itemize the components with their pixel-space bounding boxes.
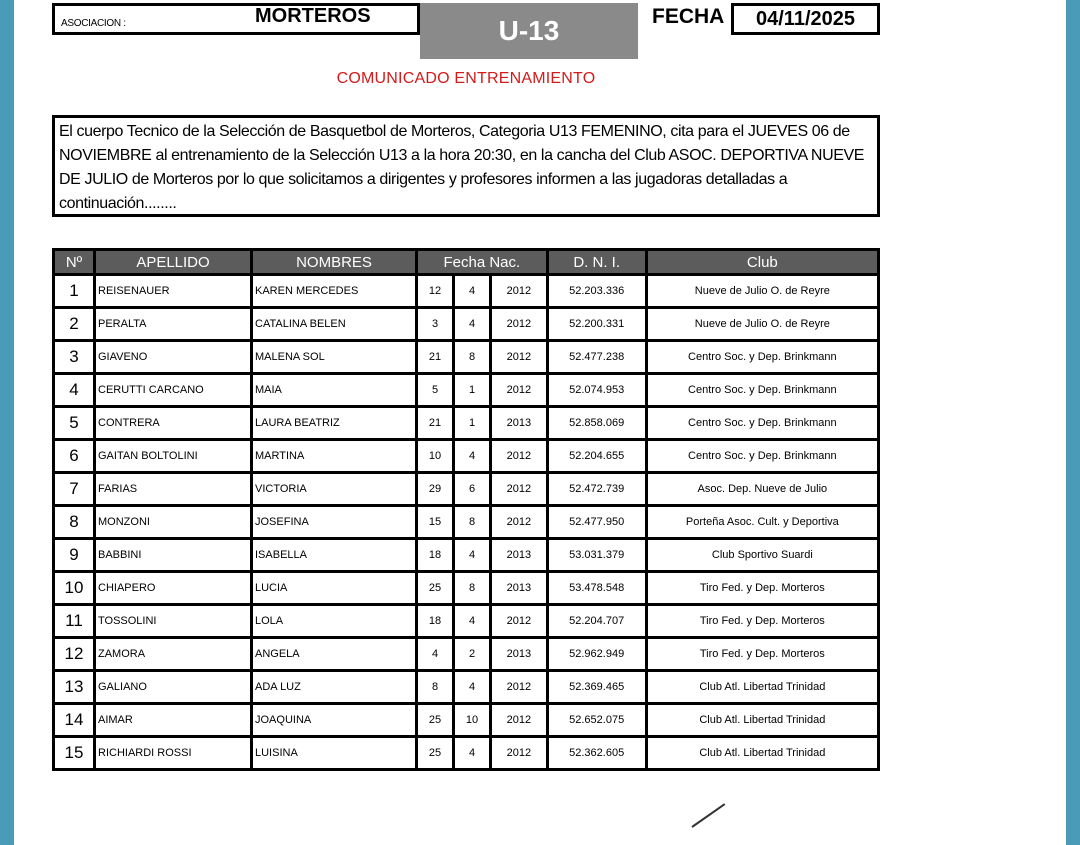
row-club: Centro Soc. y Dep. Brinkmann bbox=[646, 374, 878, 407]
row-club: Tiro Fed. y Dep. Morteros bbox=[646, 605, 878, 638]
row-apellido: RICHIARDI ROSSI bbox=[95, 737, 252, 770]
document-page bbox=[14, 0, 1066, 845]
row-number: 10 bbox=[54, 572, 95, 605]
row-birth-year: 2012 bbox=[491, 275, 548, 308]
row-number: 13 bbox=[54, 671, 95, 704]
row-birth-month: 8 bbox=[454, 506, 491, 539]
table-row bbox=[54, 539, 879, 572]
row-number: 6 bbox=[54, 440, 95, 473]
row-dni: 52.477.950 bbox=[547, 506, 646, 539]
row-dni: 52.858.069 bbox=[547, 407, 646, 440]
row-birth-day: 21 bbox=[417, 407, 454, 440]
row-dni: 53.031.379 bbox=[547, 539, 646, 572]
row-birth-month: 1 bbox=[454, 374, 491, 407]
table-row bbox=[54, 308, 879, 341]
row-number: 1 bbox=[54, 275, 95, 308]
row-number: 5 bbox=[54, 407, 95, 440]
row-birth-month: 2 bbox=[454, 638, 491, 671]
table-row bbox=[54, 638, 879, 671]
row-birth-year: 2012 bbox=[491, 671, 548, 704]
row-birth-year: 2012 bbox=[491, 506, 548, 539]
row-birth-day: 25 bbox=[417, 737, 454, 770]
row-apellido: GALIANO bbox=[95, 671, 252, 704]
table-row bbox=[54, 440, 879, 473]
row-apellido: GIAVENO bbox=[95, 341, 252, 374]
row-birth-year: 2013 bbox=[491, 572, 548, 605]
row-birth-month: 4 bbox=[454, 737, 491, 770]
row-dni: 52.369.465 bbox=[547, 671, 646, 704]
row-dni: 52.204.655 bbox=[547, 440, 646, 473]
table-row bbox=[54, 605, 879, 638]
row-nombres: ISABELLA bbox=[252, 539, 417, 572]
row-birth-month: 4 bbox=[454, 275, 491, 308]
row-birth-month: 4 bbox=[454, 539, 491, 572]
row-number: 11 bbox=[54, 605, 95, 638]
row-birth-month: 4 bbox=[454, 308, 491, 341]
table-row bbox=[54, 737, 879, 770]
table-row bbox=[54, 407, 879, 440]
row-apellido: GAITAN BOLTOLINI bbox=[95, 440, 252, 473]
table-row bbox=[54, 572, 879, 605]
row-apellido: CERUTTI CARCANO bbox=[95, 374, 252, 407]
row-nombres: MARTINA bbox=[252, 440, 417, 473]
header-apellido: APELLIDO bbox=[95, 250, 252, 275]
row-dni: 52.477.238 bbox=[547, 341, 646, 374]
table-header-row bbox=[54, 250, 879, 275]
row-dni: 52.203.336 bbox=[547, 275, 646, 308]
row-nombres: ADA LUZ bbox=[252, 671, 417, 704]
row-birth-day: 25 bbox=[417, 704, 454, 737]
header-nombres: NOMBRES bbox=[252, 250, 417, 275]
players-table bbox=[52, 248, 880, 771]
row-club: Club Atl. Libertad Trinidad bbox=[646, 704, 878, 737]
row-apellido: CONTRERA bbox=[95, 407, 252, 440]
row-number: 12 bbox=[54, 638, 95, 671]
row-birth-year: 2012 bbox=[491, 308, 548, 341]
table-row bbox=[54, 704, 879, 737]
row-birth-year: 2012 bbox=[491, 473, 548, 506]
row-birth-year: 2012 bbox=[491, 704, 548, 737]
row-apellido: BABBINI bbox=[95, 539, 252, 572]
row-number: 8 bbox=[54, 506, 95, 539]
row-birth-year: 2012 bbox=[491, 374, 548, 407]
row-birth-day: 5 bbox=[417, 374, 454, 407]
row-birth-day: 12 bbox=[417, 275, 454, 308]
table-row bbox=[54, 506, 879, 539]
row-nombres: KAREN MERCEDES bbox=[252, 275, 417, 308]
table-row bbox=[54, 671, 879, 704]
row-number: 15 bbox=[54, 737, 95, 770]
intro-paragraph: El cuerpo Tecnico de la Selección de Basquetbol de Morteros, Categoria U13 FEMENINO, cita para el JUEVES 06 de NOVIEMBRE al entrenamiento de la Selección U13 a la hora 20:30, en la cancha del Club ASOC. DEPORTIVA NUEVE DE JULIO de Morteros por lo que solicitamos a dirigentes y profesores informen a las jugadoras detalladas a continuación........ bbox=[52, 115, 880, 217]
row-birth-month: 10 bbox=[454, 704, 491, 737]
row-number: 2 bbox=[54, 308, 95, 341]
row-apellido: REISENAUER bbox=[95, 275, 252, 308]
row-birth-day: 8 bbox=[417, 671, 454, 704]
row-club: Tiro Fed. y Dep. Morteros bbox=[646, 638, 878, 671]
row-club: Centro Soc. y Dep. Brinkmann bbox=[646, 440, 878, 473]
row-number: 3 bbox=[54, 341, 95, 374]
category-badge: U-13 bbox=[420, 3, 638, 59]
date-label: FECHA bbox=[652, 5, 725, 28]
row-apellido: AIMAR bbox=[95, 704, 252, 737]
header-dni: D. N. I. bbox=[547, 250, 646, 275]
row-apellido: MONZONI bbox=[95, 506, 252, 539]
row-dni: 52.962.949 bbox=[547, 638, 646, 671]
row-birth-year: 2013 bbox=[491, 407, 548, 440]
row-club: Asoc. Dep. Nueve de Julio bbox=[646, 473, 878, 506]
signature-stroke bbox=[691, 803, 725, 828]
row-birth-day: 10 bbox=[417, 440, 454, 473]
header-fecha-nac: Fecha Nac. bbox=[417, 250, 548, 275]
row-birth-month: 8 bbox=[454, 341, 491, 374]
row-birth-year: 2012 bbox=[491, 737, 548, 770]
row-club: Club Sportivo Suardi bbox=[646, 539, 878, 572]
row-birth-day: 4 bbox=[417, 638, 454, 671]
row-dni: 52.074.953 bbox=[547, 374, 646, 407]
row-birth-day: 3 bbox=[417, 308, 454, 341]
row-nombres: JOAQUINA bbox=[252, 704, 417, 737]
row-birth-day: 18 bbox=[417, 539, 454, 572]
row-dni: 52.204.707 bbox=[547, 605, 646, 638]
row-club: Tiro Fed. y Dep. Morteros bbox=[646, 572, 878, 605]
date-value: 04/11/2025 bbox=[731, 3, 880, 35]
row-birth-year: 2013 bbox=[491, 539, 548, 572]
row-nombres: JOSEFINA bbox=[252, 506, 417, 539]
row-birth-day: 29 bbox=[417, 473, 454, 506]
row-number: 7 bbox=[54, 473, 95, 506]
row-apellido: CHIAPERO bbox=[95, 572, 252, 605]
row-nombres: LUCIA bbox=[252, 572, 417, 605]
row-birth-month: 4 bbox=[454, 605, 491, 638]
row-birth-month: 4 bbox=[454, 671, 491, 704]
row-birth-day: 25 bbox=[417, 572, 454, 605]
row-dni: 52.362.605 bbox=[547, 737, 646, 770]
row-birth-month: 6 bbox=[454, 473, 491, 506]
row-club: Centro Soc. y Dep. Brinkmann bbox=[646, 407, 878, 440]
row-birth-year: 2012 bbox=[491, 605, 548, 638]
row-nombres: CATALINA BELEN bbox=[252, 308, 417, 341]
row-birth-year: 2013 bbox=[491, 638, 548, 671]
row-number: 4 bbox=[54, 374, 95, 407]
table-row bbox=[54, 341, 879, 374]
row-birth-year: 2012 bbox=[491, 341, 548, 374]
row-club: Porteña Asoc. Cult. y Deportiva bbox=[646, 506, 878, 539]
row-birth-month: 8 bbox=[454, 572, 491, 605]
row-nombres: MAIA bbox=[252, 374, 417, 407]
document-subtitle: COMUNICADO ENTRENAMIENTO bbox=[336, 70, 596, 87]
row-apellido: FARIAS bbox=[95, 473, 252, 506]
header-club: Club bbox=[646, 250, 878, 275]
table-row bbox=[54, 473, 879, 506]
row-birth-day: 15 bbox=[417, 506, 454, 539]
row-birth-day: 21 bbox=[417, 341, 454, 374]
row-birth-month: 4 bbox=[454, 440, 491, 473]
table-row bbox=[54, 275, 879, 308]
row-number: 14 bbox=[54, 704, 95, 737]
row-apellido: TOSSOLINI bbox=[95, 605, 252, 638]
row-club: Club Atl. Libertad Trinidad bbox=[646, 737, 878, 770]
association-box bbox=[52, 3, 420, 35]
association-label: ASOCIACION : bbox=[61, 18, 126, 29]
row-apellido: PERALTA bbox=[95, 308, 252, 341]
row-apellido: ZAMORA bbox=[95, 638, 252, 671]
row-dni: 52.652.075 bbox=[547, 704, 646, 737]
row-club: Centro Soc. y Dep. Brinkmann bbox=[646, 341, 878, 374]
row-dni: 53.478.548 bbox=[547, 572, 646, 605]
row-number: 9 bbox=[54, 539, 95, 572]
association-value: MORTEROS bbox=[255, 5, 371, 27]
row-club: Nueve de Julio O. de Reyre bbox=[646, 308, 878, 341]
row-birth-month: 1 bbox=[454, 407, 491, 440]
row-dni: 52.200.331 bbox=[547, 308, 646, 341]
row-club: Club Atl. Libertad Trinidad bbox=[646, 671, 878, 704]
row-nombres: ANGELA bbox=[252, 638, 417, 671]
header-num: Nº bbox=[54, 250, 95, 275]
row-club: Nueve de Julio O. de Reyre bbox=[646, 275, 878, 308]
row-nombres: LAURA BEATRIZ bbox=[252, 407, 417, 440]
row-nombres: VICTORIA bbox=[252, 473, 417, 506]
row-dni: 52.472.739 bbox=[547, 473, 646, 506]
row-nombres: LUISINA bbox=[252, 737, 417, 770]
row-nombres: MALENA SOL bbox=[252, 341, 417, 374]
row-birth-day: 18 bbox=[417, 605, 454, 638]
table-row bbox=[54, 374, 879, 407]
row-nombres: LOLA bbox=[252, 605, 417, 638]
row-birth-year: 2012 bbox=[491, 440, 548, 473]
